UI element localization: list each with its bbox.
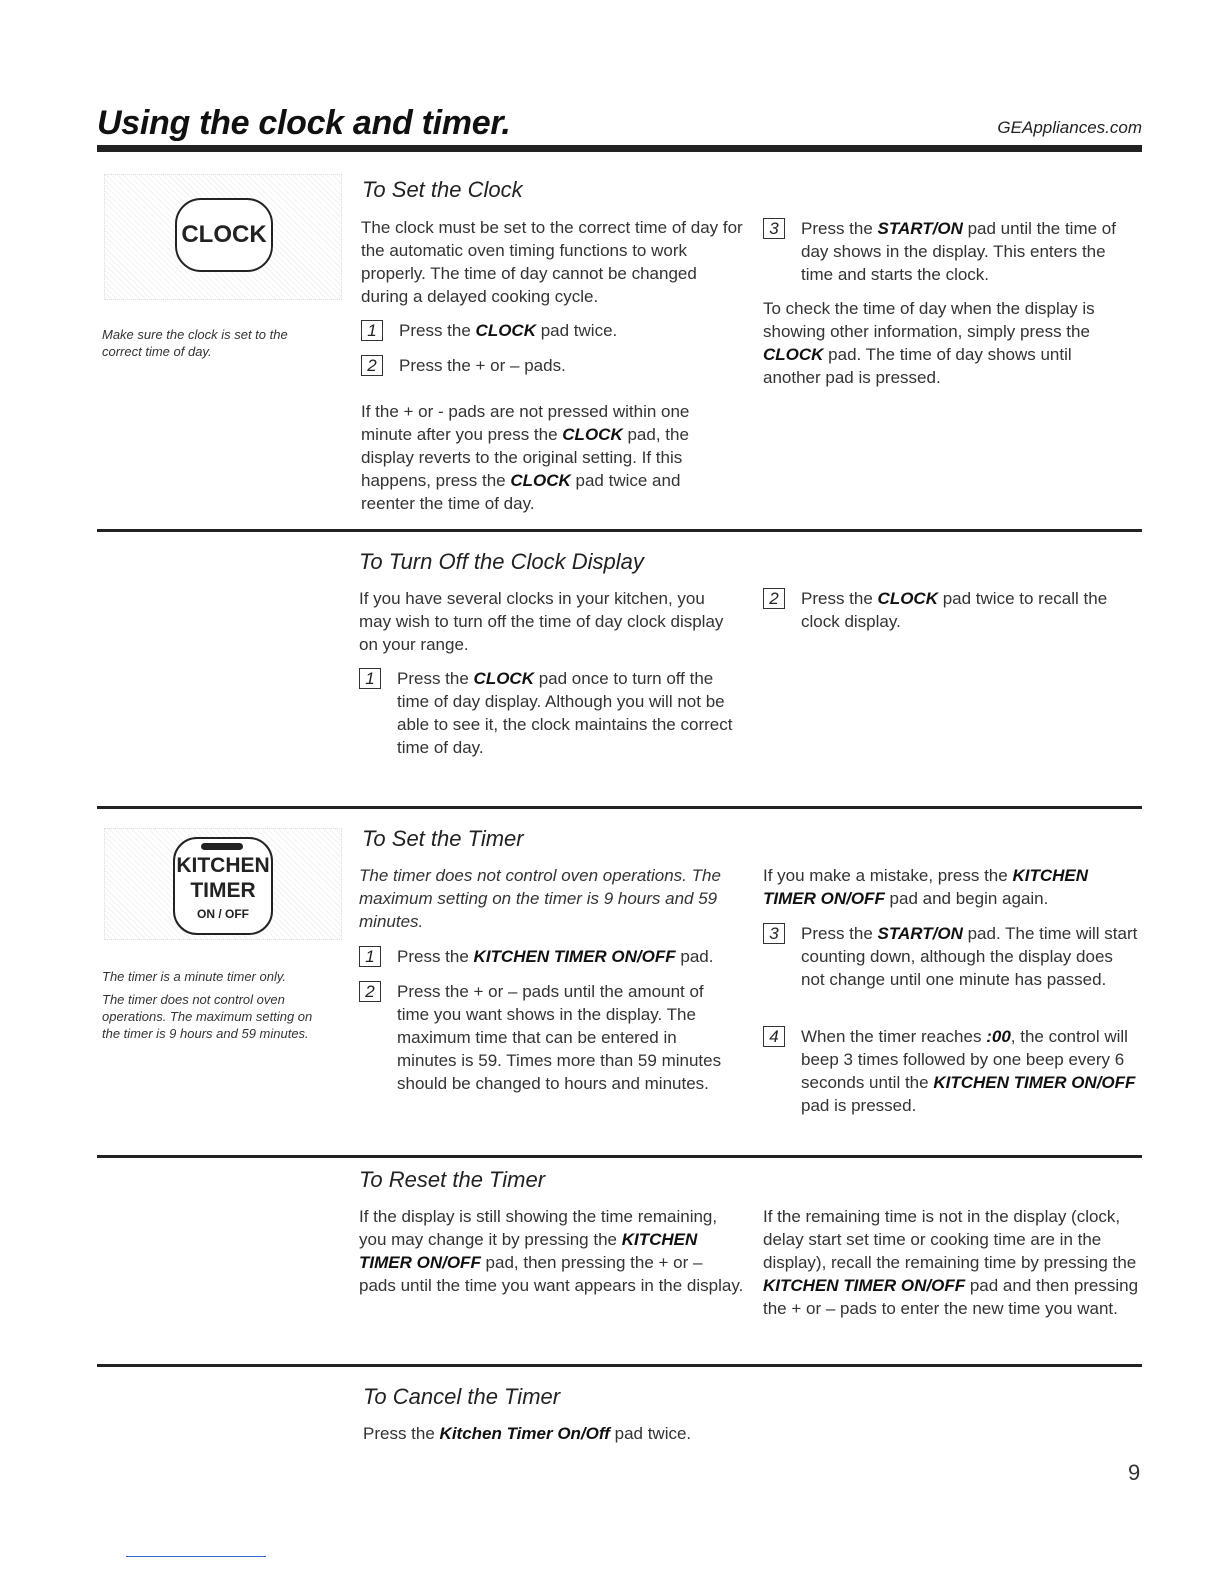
section-divider bbox=[97, 1364, 1142, 1367]
step-text: Press the CLOCK pad twice to recall the clock display. bbox=[801, 589, 1108, 631]
page-number: 9 bbox=[1128, 1460, 1141, 1485]
step-number: 2 bbox=[359, 981, 381, 1002]
step-number: 1 bbox=[359, 946, 381, 967]
pad-label-on-off: ON / OFF bbox=[197, 907, 249, 921]
timer-mistake-text: If you make a mistake, press the KITCHEN TIMER ON/OFF pad and begin again. bbox=[763, 866, 1089, 908]
set-timer-step-3 bbox=[763, 922, 1138, 991]
step-text: Press the + or – pads until the amount of time you want shows in the display. The maximum time that can be entered in minutes is 59. Times more than 59 minutes should be changed to hours and minutes. bbox=[397, 982, 722, 1093]
indicator-light bbox=[201, 843, 243, 850]
set-timer-step-1 bbox=[359, 945, 739, 968]
footer-link-underline bbox=[126, 1556, 266, 1557]
timer-caption-2: The timer does not control oven operations. The maximum setting on the timer is 9 hours and 59 minutes. bbox=[102, 992, 313, 1041]
set-clock-step-2 bbox=[361, 354, 741, 377]
reset-timer-heading: To Reset the Timer bbox=[359, 1167, 546, 1192]
step-text: Press the START/ON pad until the time of day shows in the display. This enters the time and starts the clock. bbox=[801, 219, 1116, 284]
clock-pad bbox=[175, 198, 273, 272]
step-number: 2 bbox=[361, 355, 383, 376]
step-text: Press the CLOCK pad once to turn off the time of day display. Although you will not be able to see it, the clock maintains the correct time of day. bbox=[397, 669, 733, 757]
kitchen-timer-pad bbox=[173, 837, 273, 935]
step-number: 4 bbox=[763, 1026, 785, 1047]
step-text: Press the CLOCK pad twice. bbox=[399, 321, 618, 340]
cancel-timer-text: Press the Kitchen Timer On/Off pad twice. bbox=[363, 1424, 692, 1443]
step-text: When the timer reaches :00, the control will beep 3 times followed by one beep every 6 seconds until the KITCHEN TIMER ON/OFF pad is pressed. bbox=[801, 1027, 1136, 1115]
set-timer-step-4 bbox=[763, 1025, 1138, 1117]
turn-off-intro: If you have several clocks in your kitchen, you may wish to turn off the time of day clock display on your range. bbox=[359, 589, 724, 654]
step-text: Press the START/ON pad. The time will start counting down, although the display does not change until one minute has passed. bbox=[801, 924, 1138, 989]
step-number: 3 bbox=[763, 218, 785, 239]
step-number: 3 bbox=[763, 923, 785, 944]
pad-label-kitchen: KITCHEN bbox=[176, 854, 270, 877]
timer-caption-1: The timer is a minute timer only. bbox=[102, 969, 286, 984]
turn-off-step-1 bbox=[359, 667, 734, 759]
section-divider bbox=[97, 806, 1142, 809]
clock-pad-label: CLOCK bbox=[181, 221, 267, 248]
clock-caption: Make sure the clock is set to the correct time of day. bbox=[102, 327, 288, 359]
set-timer-step-2 bbox=[359, 980, 739, 1095]
set-clock-intro: The clock must be set to the correct time of day for the automatic oven timing functions to work properly. The time of day cannot be changed during a delayed cooking cycle. bbox=[361, 218, 743, 306]
section-divider bbox=[97, 1155, 1142, 1158]
set-clock-heading: To Set the Clock bbox=[362, 177, 523, 202]
step-number: 1 bbox=[361, 320, 383, 341]
check-time-text: To check the time of day when the display is showing other information, simply press the CLOCK pad. The time of day shows until another pad is pressed. bbox=[763, 299, 1095, 387]
pad-label-timer: TIMER bbox=[190, 879, 256, 902]
step-number: 1 bbox=[359, 668, 381, 689]
page-title: Using the clock and timer. bbox=[97, 104, 511, 142]
turn-off-heading: To Turn Off the Clock Display bbox=[359, 549, 644, 574]
section-divider bbox=[97, 529, 1142, 532]
step-text: Press the + or – pads. bbox=[399, 356, 566, 375]
step-text: Press the KITCHEN TIMER ON/OFF pad. bbox=[397, 947, 714, 966]
set-clock-note: If the + or - pads are not pressed within one minute after you press the CLOCK pad, the display reverts to the original setting. If this happens, press the CLOCK pad twice and reenter the time of day. bbox=[361, 402, 690, 513]
reset-timer-left: If the display is still showing the time remaining, you may change it by pressing the KITCHEN TIMER ON/OFF pad, then pressing the + or – pads until the time you want appears in the display. bbox=[359, 1207, 744, 1295]
header-divider bbox=[97, 145, 1142, 152]
set-timer-heading: To Set the Timer bbox=[362, 826, 524, 851]
clock-pad-illustration bbox=[104, 174, 342, 300]
kitchen-timer-pad-illustration bbox=[104, 828, 342, 940]
cancel-timer-heading: To Cancel the Timer bbox=[363, 1384, 561, 1409]
turn-off-step-2 bbox=[763, 587, 1138, 633]
step-number: 2 bbox=[763, 588, 785, 609]
reset-timer-right: If the remaining time is not in the display (clock, delay start set time or cooking time are in the display), recall the remaining time by pressing the KITCHEN TIMER ON/OFF pad and then pressing the + or – pads to enter the new time you want. bbox=[763, 1207, 1139, 1318]
set-timer-intro: The timer does not control oven operations. The maximum setting on the timer is 9 hours and 59 minutes. bbox=[359, 866, 721, 931]
set-clock-step-1 bbox=[361, 319, 741, 342]
set-clock-step-3 bbox=[763, 217, 1138, 286]
website-link[interactable]: GEAppliances.com bbox=[997, 118, 1142, 137]
